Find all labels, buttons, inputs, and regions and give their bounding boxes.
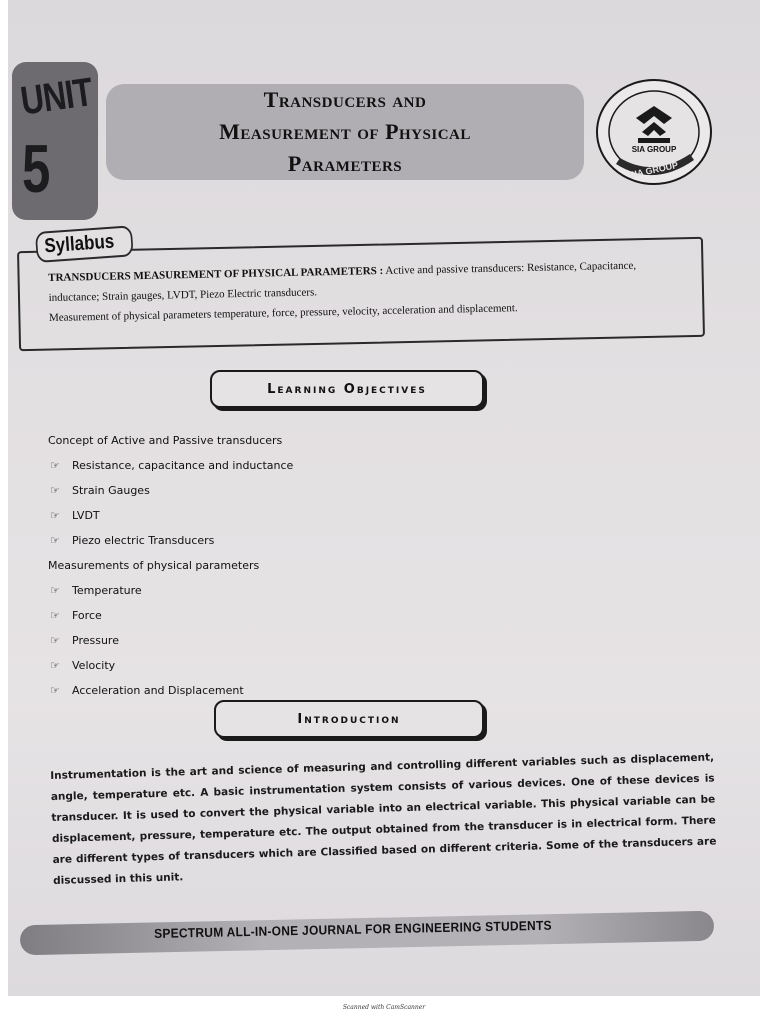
learning-objectives-list	[48, 428, 688, 703]
list-item: ☞ Pressure	[48, 628, 688, 653]
syllabus-tag: Syllabus	[35, 225, 134, 263]
list-item: ☞ Temperature	[48, 578, 688, 603]
chapter-title-line-3: Parameters	[287, 151, 403, 176]
pointing-hand-icon: ☞	[50, 509, 60, 522]
pointing-hand-icon: ☞	[50, 609, 60, 622]
pointing-hand-icon: ☞	[50, 584, 60, 597]
syllabus-line-1: Active and passive transducers: Resistance, Capacitance,	[383, 259, 637, 277]
pointing-hand-icon: ☞	[50, 659, 60, 672]
list-item: ☞ LVDT	[48, 503, 688, 528]
list-item: ☞ Velocity	[48, 653, 688, 678]
page	[8, 0, 760, 996]
pointing-hand-icon: ☞	[50, 534, 60, 547]
sia-group-logo	[594, 76, 714, 188]
objective-group-title: Concept of Active and Passive transducers	[48, 434, 283, 447]
objective-group-title: Measurements of physical parameters	[48, 559, 260, 572]
chapter-title-box	[106, 84, 584, 180]
footer-journal-name: SPECTRUM ALL-IN-ONE JOURNAL FOR ENGINEERING STUDENTS	[154, 917, 552, 941]
introduction-heading: Introduction	[214, 700, 484, 738]
chapter-title-line-1: Transducers and	[263, 87, 427, 112]
pointing-hand-icon: ☞	[50, 484, 60, 497]
syllabus-line-2: inductance; Strain gauges, LVDT, Piezo Electric transducers.	[48, 286, 318, 304]
list-item: ☞ Acceleration and Displacement	[48, 678, 688, 703]
scan-watermark: Scanned with CamScanner	[342, 1004, 426, 1011]
unit-label: UNIT	[18, 70, 95, 124]
pointing-hand-icon: ☞	[50, 634, 60, 647]
list-item: ☞ Force	[48, 603, 688, 628]
syllabus-heading: TRANSDUCERS MEASUREMENT OF PHYSICAL PARAMETERS :	[48, 264, 384, 284]
unit-number: 5	[22, 131, 51, 207]
chapter-title-line-2: Measurement of Physical	[219, 119, 471, 144]
list-item: ☞ Strain Gauges	[48, 478, 688, 503]
list-item: ☞ Piezo electric Transducers	[48, 528, 688, 553]
pointing-hand-icon: ☞	[50, 684, 60, 697]
syllabus-line-3: Measurement of physical parameters temperature, force, pressure, velocity, acceleration and displacement.	[48, 302, 518, 324]
learning-objectives-heading: Learning Objectives	[210, 370, 484, 408]
introduction-paragraph: Instrumentation is the art and science of measuring and controlling different variables such as displacement, angle, temperature etc. A basic instrumentation system consists of various devices. One of these devices is transducer. It is used to convert the physical variable into an electrical variable. This physical variable can be displacement, pressure, temperature etc. The output obtained from the transducer is in electrical form. There are different types of transducers which are Classified based on different criteria. Some of the transducers are discussed in this unit.	[50, 751, 717, 887]
svg-text:SIA GROUP: SIA GROUP	[631, 145, 677, 154]
list-item: ☞ Resistance, capacitance and inductance	[48, 453, 688, 478]
pointing-hand-icon: ☞	[50, 459, 60, 472]
svg-text:SIA GROUP: SIA GROUP	[627, 159, 679, 181]
